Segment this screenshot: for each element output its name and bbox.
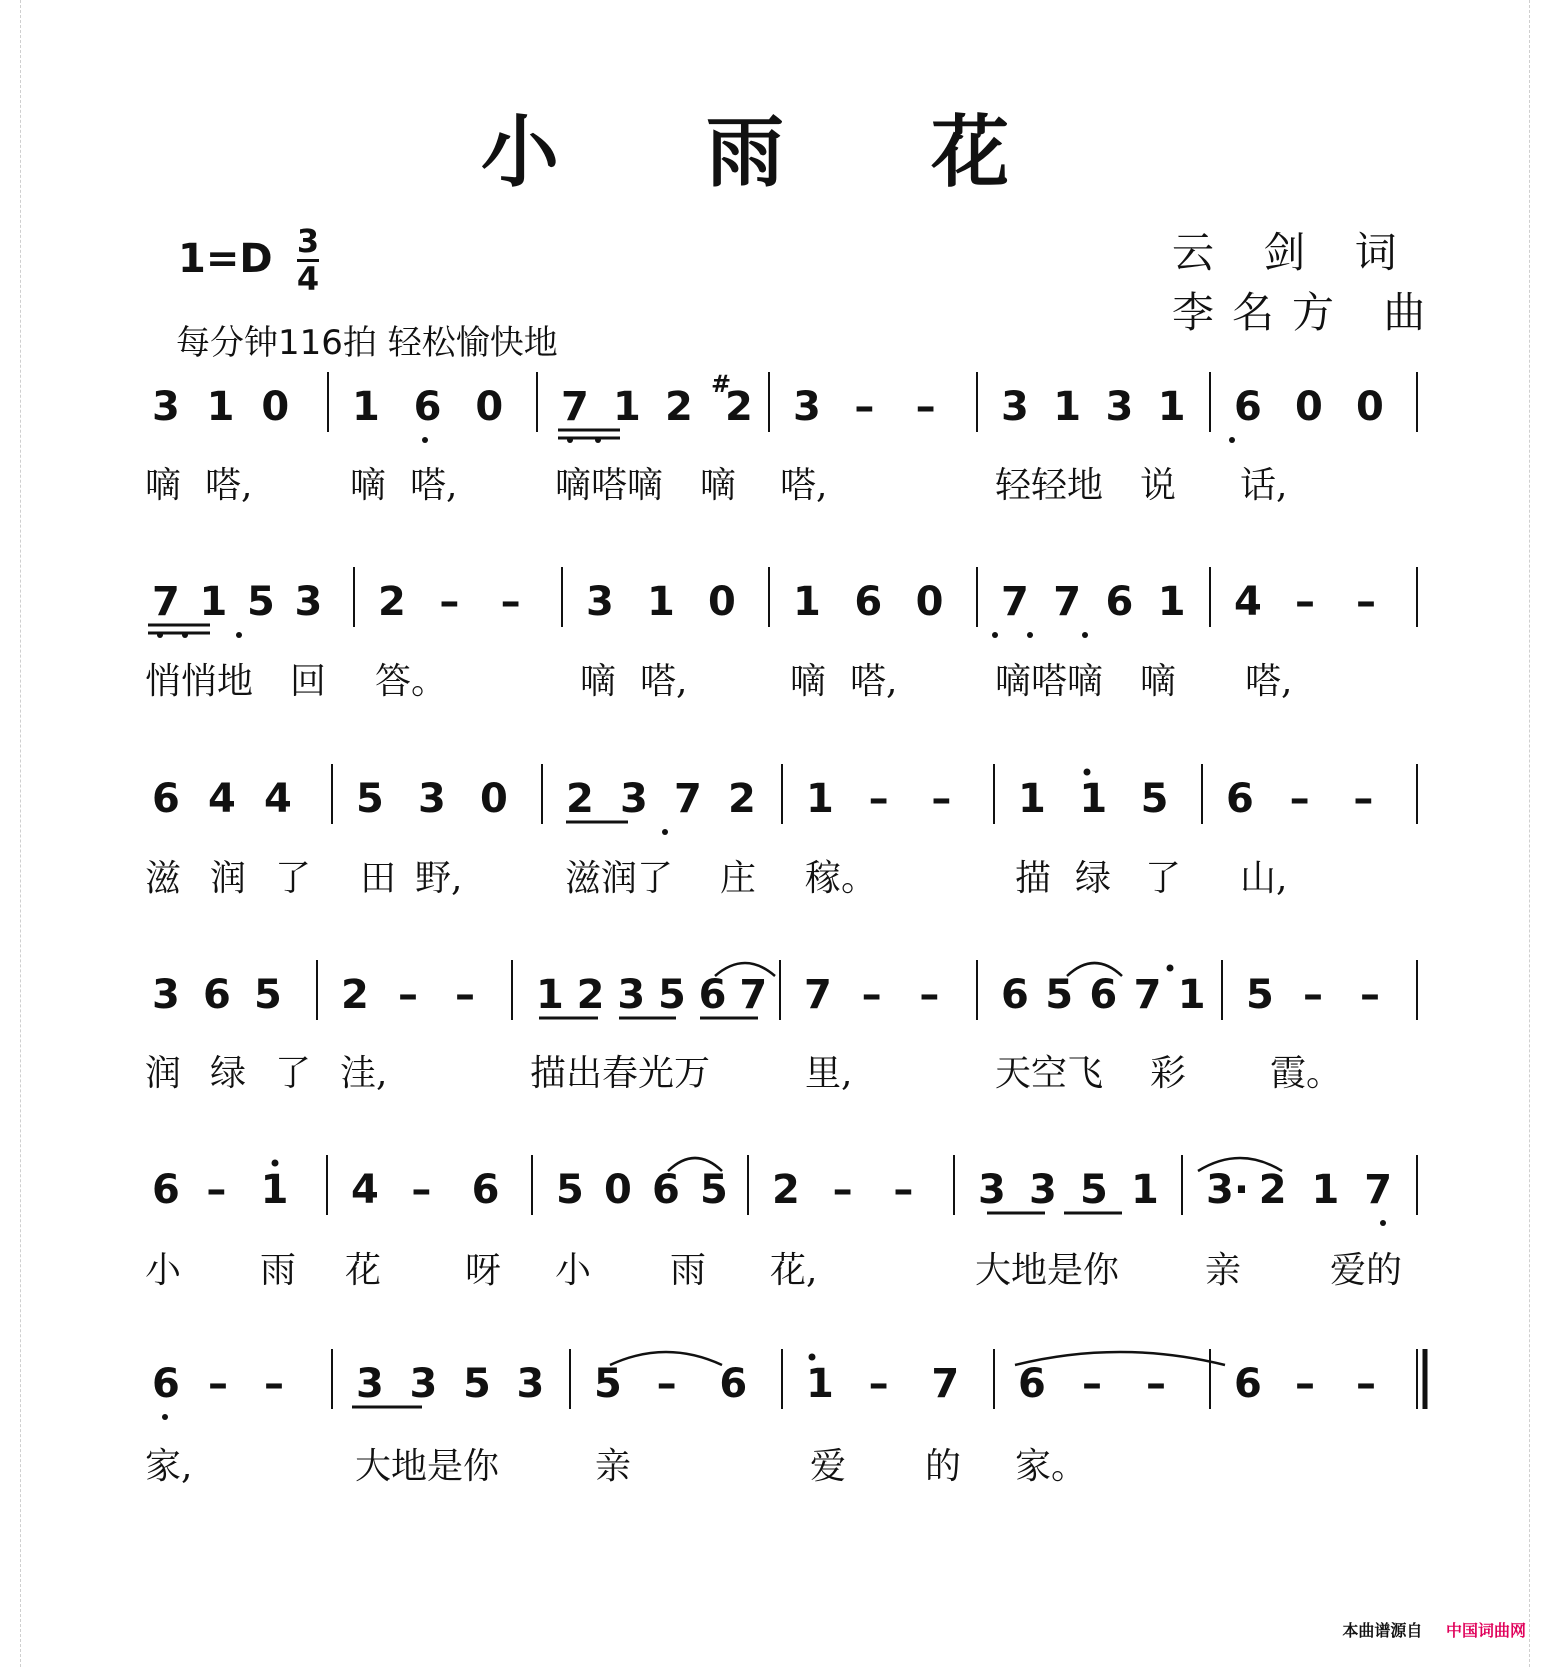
note: 7 — [739, 972, 768, 1018]
note: – — [1295, 1361, 1315, 1407]
footer-prefix: 本曲谱源自 — [1342, 1621, 1423, 1640]
lyric: 雨 — [670, 1250, 707, 1291]
note: 6 — [152, 1167, 180, 1213]
note: 5 — [356, 776, 384, 822]
note: – — [1303, 972, 1323, 1018]
note: 2 — [566, 776, 594, 822]
note-high-1: 1 — [1177, 972, 1206, 1018]
note: 3 — [1001, 384, 1029, 430]
lyric: 嘀嗒嘀 — [995, 661, 1104, 702]
lyric: 亲 — [1205, 1250, 1242, 1291]
note: 5 — [594, 1361, 622, 1407]
note: – — [1146, 1361, 1166, 1407]
note: 7 — [561, 384, 589, 430]
note: – — [398, 972, 418, 1018]
lyric: 雨 — [260, 1250, 297, 1291]
note: 5 — [247, 579, 275, 625]
note: 0 — [604, 1167, 632, 1213]
note: 6 — [1226, 776, 1254, 822]
sharp-sign: # — [711, 370, 732, 398]
octave-dot-low — [662, 829, 668, 835]
note: 1 — [1131, 1167, 1159, 1213]
song-title: 小 雨 花 — [480, 107, 1070, 198]
octave-dot-low — [422, 437, 428, 443]
note: 3 — [152, 972, 180, 1018]
note: 6 — [1001, 972, 1029, 1018]
note: 2 — [378, 579, 406, 625]
note: 0 — [480, 776, 508, 822]
octave-dot-low — [157, 632, 163, 638]
note: – — [868, 1361, 889, 1407]
lyric: 嗒, — [205, 465, 253, 506]
lyric: 回 — [290, 661, 327, 702]
lyric: 的 — [925, 1446, 962, 1487]
note: 4 — [351, 1167, 379, 1213]
lyricist-credit: 云 剑 词 — [1172, 228, 1415, 277]
lyric: 嘀 — [350, 465, 387, 506]
note: 7 — [931, 1361, 960, 1407]
lyric: 花, — [770, 1250, 818, 1291]
note: 6 — [471, 1167, 500, 1213]
lyric: 家, — [145, 1446, 193, 1487]
note: 5 — [658, 972, 686, 1018]
note: 6 — [1018, 1361, 1046, 1407]
note: 6 — [1105, 579, 1134, 625]
note: 2 — [665, 384, 693, 430]
note: 7 — [804, 972, 832, 1018]
lyric: 爱的 — [1330, 1250, 1403, 1291]
note: 6 — [413, 384, 442, 430]
lyric: 滋 — [145, 858, 182, 899]
lyric: 嗒, — [640, 661, 688, 702]
note: – — [868, 776, 889, 822]
lyric: 描出春光万 — [530, 1053, 711, 1094]
note: – — [206, 1167, 227, 1213]
note: 2 — [1258, 1167, 1287, 1213]
note: 4 — [208, 776, 236, 822]
note: – — [411, 1167, 432, 1213]
footer-brand: 中国词曲网 — [1445, 1621, 1526, 1640]
note: 2 — [576, 972, 605, 1018]
note: 5 — [1246, 972, 1274, 1018]
lyric: 嘀 — [580, 661, 617, 702]
footer-source — [1342, 1618, 1526, 1641]
lyric: 绿 — [1075, 858, 1112, 899]
octave-dot-high — [272, 1160, 279, 1167]
lyric: 山, — [1240, 858, 1288, 899]
note: – — [893, 1167, 914, 1213]
octave-dot-low — [1229, 437, 1235, 443]
key-signature: 1=D — [178, 236, 273, 282]
note: 6 — [698, 972, 727, 1018]
note: 3 — [356, 1361, 384, 1407]
note-high-1: 1 — [260, 1167, 289, 1213]
octave-dot-low — [182, 632, 188, 638]
lyric: 嘀 — [790, 661, 827, 702]
note: – — [455, 972, 475, 1018]
note: 1 — [1157, 384, 1186, 430]
note: 3 — [418, 776, 446, 822]
note: 2 — [772, 1167, 800, 1213]
note: 3 — [409, 1361, 438, 1407]
lyric: 花 — [345, 1250, 382, 1291]
note: 6 — [854, 579, 883, 625]
note: 3 — [620, 776, 648, 822]
octave-dot-low — [567, 437, 573, 443]
lyric: 了 — [1145, 858, 1182, 899]
note: – — [500, 579, 521, 625]
lyric: 呀 — [465, 1250, 502, 1291]
note: – — [1353, 776, 1374, 822]
lyric: 话, — [1240, 465, 1288, 506]
note: 3· — [1206, 1167, 1250, 1213]
lyric: 小 — [555, 1250, 592, 1291]
note: 1 — [806, 776, 834, 822]
note: 3 — [978, 1167, 1006, 1213]
note: 7 — [1053, 579, 1082, 625]
note: 6 — [1234, 1361, 1262, 1407]
note: 4 — [264, 776, 292, 822]
note: 7 — [1364, 1167, 1393, 1213]
lyric: 答。 — [375, 661, 448, 702]
tempo-marking: 每分钟116拍 轻松愉快地 — [176, 323, 558, 363]
note: 1 — [1311, 1167, 1340, 1213]
note: 1 — [613, 384, 641, 430]
octave-dot-low — [162, 1414, 168, 1420]
note: – — [1360, 972, 1380, 1018]
note: – — [861, 972, 882, 1018]
note: 6 — [152, 776, 180, 822]
lyric: 天空飞 — [995, 1053, 1104, 1094]
note: 3 — [294, 579, 323, 625]
lyric: 霞。 — [1270, 1053, 1343, 1094]
note: 7 — [1133, 972, 1162, 1018]
note: – — [264, 1361, 284, 1407]
lyric: 野, — [415, 858, 463, 899]
composer-credit: 李名方 曲 — [1172, 288, 1444, 337]
lyric: 大地是你 — [975, 1250, 1120, 1291]
note: – — [439, 579, 460, 625]
note: 5 — [1140, 776, 1169, 822]
lyric: 嗒, — [1245, 661, 1293, 702]
octave-dot-high — [1084, 769, 1091, 776]
note: 6 — [1234, 384, 1262, 430]
octave-dot-high — [1167, 965, 1174, 972]
note: 5 — [1080, 1167, 1108, 1213]
note: 1 — [1157, 579, 1186, 625]
lyric: 描 — [1015, 858, 1052, 899]
note: – — [919, 972, 940, 1018]
note: 7 — [152, 579, 180, 625]
lyric: 嗒, — [410, 465, 458, 506]
note: 4 — [1234, 579, 1262, 625]
note: 0 — [1356, 384, 1384, 430]
lyric: 嘀 — [700, 465, 737, 506]
note: 0 — [261, 384, 290, 430]
lyric: 庄 — [720, 858, 757, 899]
note: – — [1082, 1361, 1102, 1407]
note: – — [1295, 579, 1315, 625]
note: – — [832, 1167, 853, 1213]
lyric: 嘀嗒嘀 — [555, 465, 664, 506]
note: 6 — [152, 1361, 180, 1407]
lyric: 彩 — [1150, 1053, 1187, 1094]
note: 5 — [463, 1361, 491, 1407]
note: 5 — [254, 972, 282, 1018]
octave-dot-low — [992, 632, 998, 638]
octave-dot-low — [595, 437, 601, 443]
lyric: 里, — [805, 1053, 853, 1094]
lyric: 润 — [210, 858, 247, 899]
lyric: 嗒, — [780, 465, 828, 506]
note: 1 — [199, 579, 228, 625]
octave-dot-low — [236, 632, 242, 638]
time-bottom: 4 — [296, 260, 320, 298]
lyric: 说 — [1140, 465, 1177, 506]
lyric: 家。 — [1015, 1446, 1088, 1487]
lyric: 滋润了 — [565, 858, 674, 899]
note: 6 — [1089, 972, 1118, 1018]
lyric: 亲 — [595, 1446, 632, 1487]
lyric: 大地是你 — [355, 1446, 500, 1487]
note: – — [656, 1361, 677, 1407]
note: 2 — [725, 384, 753, 430]
note: 0 — [915, 579, 944, 625]
note: – — [1356, 1361, 1376, 1407]
lyric: 润 — [145, 1053, 182, 1094]
note: 1 — [793, 579, 821, 625]
lyric: 洼, — [340, 1053, 388, 1094]
lyric: 田 — [360, 858, 397, 899]
note: 0 — [475, 384, 504, 430]
note: 6 — [719, 1361, 748, 1407]
note: – — [208, 1361, 228, 1407]
lyric: 绿 — [210, 1053, 247, 1094]
lyric: 嗒, — [850, 661, 898, 702]
note: 7 — [1001, 579, 1029, 625]
lyric: 爱 — [810, 1446, 847, 1487]
note: 3 — [793, 384, 821, 430]
note: 2 — [341, 972, 369, 1018]
note: 5 — [556, 1167, 584, 1213]
octave-dot-low — [1082, 632, 1088, 638]
note: 5 — [700, 1167, 728, 1213]
lyric: 嘀 — [1140, 661, 1177, 702]
note: 0 — [1295, 384, 1323, 430]
note: – — [1289, 776, 1310, 822]
note: 1 — [536, 972, 564, 1018]
note: 3 — [617, 972, 646, 1018]
note: – — [931, 776, 952, 822]
octave-dot-low — [1380, 1220, 1386, 1226]
note: 1 — [206, 384, 235, 430]
lyric: 轻轻地 — [995, 465, 1104, 506]
time-top: 3 — [296, 222, 320, 260]
lyric: 稼。 — [805, 858, 878, 899]
slur — [1015, 1352, 1225, 1365]
note: 1 — [352, 384, 380, 430]
note: 3 — [1105, 384, 1134, 430]
octave-dot-high — [809, 1354, 816, 1361]
note: – — [1356, 579, 1376, 625]
note: 6 — [652, 1167, 680, 1213]
note: 3 — [1029, 1167, 1057, 1213]
lyric: 了 — [275, 858, 312, 899]
note: 6 — [203, 972, 231, 1018]
note: – — [915, 384, 936, 430]
lyric: 小 — [145, 1250, 182, 1291]
note: 5 — [1045, 972, 1074, 1018]
lyric: 悄悄地 — [145, 661, 254, 702]
note: 7 — [674, 776, 702, 822]
note: 1 — [647, 579, 675, 625]
note: 1 — [1018, 776, 1046, 822]
note: 3 — [152, 384, 180, 430]
lyric: 了 — [275, 1053, 312, 1094]
note: 3 — [516, 1361, 545, 1407]
octave-dot-low — [1027, 632, 1033, 638]
note: – — [854, 384, 875, 430]
note: 1 — [1053, 384, 1082, 430]
note: 2 — [728, 776, 756, 822]
note-high-1: 1 — [806, 1361, 834, 1407]
note: 0 — [708, 579, 736, 625]
lyric: 嘀 — [145, 465, 182, 506]
note: 3 — [586, 579, 614, 625]
note-high-1: 1 — [1079, 776, 1108, 822]
